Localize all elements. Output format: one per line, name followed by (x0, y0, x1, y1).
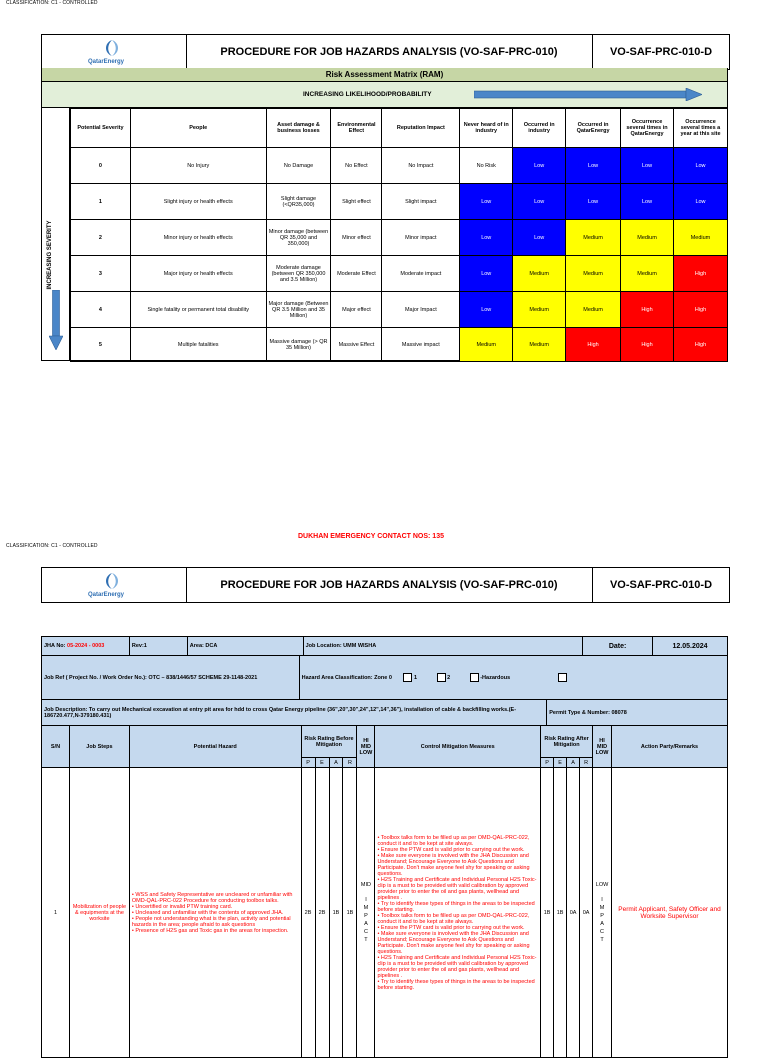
severity-value: 5 (71, 328, 131, 362)
col-environmental: Environmental Effect (331, 109, 382, 148)
reputation-effect: Major Impact (382, 292, 460, 328)
people-effect: No Injury (130, 148, 266, 184)
qatarenergy-logo-icon (96, 572, 128, 592)
col-people: People (130, 109, 266, 148)
control-item: • H2S Training and Certificate and Individual Personal H2S Toxic-clip is a must to be provided with valid calibration by approved provider prior to enter the oil and gas plants, wellhead and pipelines . (377, 876, 537, 901)
risk-before-e: 2B (315, 768, 329, 1058)
control-item: • Ensure the PTW card is valid prior to carrying out the work. (377, 924, 525, 931)
risk-cell: High (673, 328, 727, 362)
col-potential-hazard: Potential Hazard (129, 726, 301, 768)
risk-cell: High (566, 328, 621, 362)
col-occurred-industry: Occurred in industry (513, 109, 566, 148)
ram-row (71, 256, 728, 292)
hazard-item: • Uncertified or invalid PTW training card. (131, 903, 233, 910)
logo-text: QatarEnergy (88, 59, 125, 65)
risk-after-e: 1B (554, 768, 567, 1058)
environmental-effect: Major effect (331, 292, 382, 328)
severity-axis (42, 108, 70, 360)
risk-cell: High (621, 328, 674, 362)
jha-description-row (42, 700, 728, 726)
document-title: PROCEDURE FOR JOB HAZARDS ANALYSIS (VO-SAF-PRC-010) (186, 568, 593, 602)
reputation-effect: Moderate impact (382, 256, 460, 292)
environmental-effect: Minor effect (331, 220, 382, 256)
col-never-heard: Never heard of in industry (460, 109, 513, 148)
risk-cell: Medium (566, 292, 621, 328)
document-header (41, 567, 730, 603)
risk-before-a: 1B (329, 768, 343, 1058)
ram-matrix (41, 108, 728, 361)
likelihood-arrow-icon (474, 88, 702, 101)
risk-cell: Low (460, 256, 513, 292)
risk-after-r: 0A (580, 768, 593, 1058)
control-item: • Ensure the PTW card is valid prior to carrying out the work. (377, 846, 525, 853)
ram-row (71, 292, 728, 328)
risk-cell: Low (513, 148, 566, 184)
jha-ref-row (42, 656, 728, 700)
risk-cell: Medium (460, 328, 513, 362)
risk-cell: Low (673, 148, 727, 184)
hazard-item: • Presence of H2S gas and Toxic gas in the areas for inspection. (131, 927, 289, 934)
risk-cell: No Risk (460, 148, 513, 184)
col-job-steps: Job Steps (69, 726, 129, 768)
risk-before-p: 2B (301, 768, 315, 1058)
ram-row (71, 220, 728, 256)
job-location: Job Location: UMM WISHA (303, 637, 583, 656)
reputation-effect: No Impact (382, 148, 460, 184)
risk-after-a: 0A (567, 768, 580, 1058)
control-item: • Toolbox talks form to be filled up as per OMD-QAL-PRC-022, conduct it and to be kept at site always. (377, 912, 530, 925)
risk-cell: Medium (513, 328, 566, 362)
table-row (42, 768, 728, 1058)
risk-level-after-value: LOW (595, 881, 609, 888)
emergency-contact: DUKHAN EMERGENCY CONTACT NOS: 135 (298, 533, 444, 540)
likelihood-label: INCREASING LIKELIHOOD/PROBABILITY (303, 91, 432, 98)
pear-r: R (343, 758, 357, 768)
document-header (41, 34, 730, 70)
likelihood-banner (41, 82, 728, 108)
col-control-measures: Control Mitigation Measures (375, 726, 541, 768)
environmental-effect: Moderate Effect (331, 256, 382, 292)
jha-steps-table (41, 725, 728, 1058)
jha-ref-table (41, 655, 728, 700)
severity-value: 1 (71, 184, 131, 220)
risk-cell: Medium (513, 292, 566, 328)
ram-table (70, 108, 728, 362)
step-number: 1 (42, 768, 70, 1058)
risk-cell: Medium (673, 220, 727, 256)
people-effect: Minor injury or health effects (130, 220, 266, 256)
reputation-effect: Minor impact (382, 220, 460, 256)
hazard-classification (299, 656, 727, 700)
reputation-effect: Massive impact (382, 328, 460, 362)
jha-info-table (41, 636, 728, 656)
risk-after-p: 1B (541, 768, 554, 1058)
control-item: • Try to identify these types of things in the areas to be inspected before starting. (377, 900, 535, 913)
permit-type: Permit Type & Number: 08078 (547, 700, 728, 726)
jha-number: 05-2024 - 0003 (67, 643, 105, 649)
pear-a: A (567, 758, 580, 768)
col-risk-before: Risk Rating Before Mitigation (301, 726, 357, 758)
hazardous-label: -Hazardous (480, 674, 511, 681)
pear-e: E (315, 758, 329, 768)
control-item: • Try to identify these types of things in the areas to be inspected before starting. (377, 978, 535, 991)
risk-cell: Low (513, 220, 566, 256)
col-action-party: Action Party/Remarks (612, 726, 728, 768)
people-effect: Major injury or health effects (130, 256, 266, 292)
risk-cell: High (673, 292, 727, 328)
risk-cell: Medium (621, 256, 674, 292)
risk-cell: Low (566, 184, 621, 220)
classification-label: CLASSIFICATION: C1 - CONTROLLED (6, 0, 98, 6)
date-value: 12.05.2024 (653, 637, 728, 656)
col-himidlow-after: HI MID LOW (593, 726, 612, 768)
control-measures (375, 768, 541, 1058)
risk-before-r: 1B (343, 768, 357, 1058)
company-logo (42, 568, 187, 602)
qatarenergy-logo-icon (96, 39, 128, 59)
risk-cell: Medium (513, 256, 566, 292)
col-several-qe: Occurrence several times in QatarEnergy (621, 109, 674, 148)
risk-cell: Low (513, 184, 566, 220)
control-item: • Toolbox talks form to be filled up as per OMD-QAL-PRC-022, conduct it and to be kept at site always. (377, 834, 530, 847)
ram-row (71, 148, 728, 184)
risk-cell: High (673, 256, 727, 292)
impact-vertical-label: IMPACT (363, 896, 369, 943)
logo-text: QatarEnergy (88, 592, 125, 598)
risk-level-before (357, 768, 375, 1058)
asset-effect: Slight damage (<QR35,000) (266, 184, 331, 220)
col-potential-severity: Potential Severity (71, 109, 131, 148)
zone-1-checkbox[interactable] (437, 673, 446, 682)
date-label: Date: (583, 637, 653, 656)
asset-effect: Moderate damage (between QR 350,000 and 3.5 Million) (266, 256, 331, 292)
jha-number-label: JHA No: (44, 643, 66, 649)
document-code: VO-SAF-PRC-010-D (609, 46, 713, 58)
control-item: • Make sure everyone is involved with the JHA Discussion and Understand; Encourage Everyone to Ask Questions and Participate. Don't make anyone feel shy for speaking or asking questions. (377, 930, 530, 955)
pear-a: A (329, 758, 343, 768)
environmental-effect: No Effect (331, 148, 382, 184)
jha-number-cell (42, 637, 130, 656)
document-code: VO-SAF-PRC-010-D (609, 579, 713, 591)
revision: Rev:1 (129, 637, 187, 656)
hazardous-checkbox[interactable] (558, 673, 567, 682)
area: Area: DCA (187, 637, 303, 656)
people-effect: Multiple fatalities (130, 328, 266, 362)
risk-cell: Low (621, 148, 674, 184)
risk-cell: Low (460, 292, 513, 328)
severity-value: 0 (71, 148, 131, 184)
document-title: PROCEDURE FOR JOB HAZARDS ANALYSIS (VO-SAF-PRC-010) (186, 35, 593, 69)
risk-level-before-value: MID (360, 881, 371, 888)
jha-info-row (42, 637, 728, 656)
pear-r: R (580, 758, 593, 768)
ram-header-row (71, 109, 728, 148)
risk-cell: Medium (621, 220, 674, 256)
action-party: Permit Applicant, Safety Officer and Worksite Supervisor (612, 768, 728, 1058)
control-item: • Make sure everyone is involved with the JHA Discussion and Understand; Encourage Everyone to Ask Questions and Participate. Don't make anyone feel shy for speaking or asking questions. (377, 852, 530, 877)
col-several-site: Occurrence several times a year at this site (673, 109, 727, 148)
people-effect: Slight injury or health effects (130, 184, 266, 220)
control-item: • H2S Training and Certificate and Individual Personal H2S Toxic-clip is a must to be provided with valid calibration by approved provider prior to enter the oil and gas plants, wellhead and pipelines . (377, 954, 537, 979)
risk-cell: Low (621, 184, 674, 220)
job-description: Job Description: To carry out Mechanical excavation at entry pit area for hdd to cross Qatar Energy pipeline (36",20",30",24",12",14",36"), installation of cable & backfilling works.(E-186720.477,N-379180.431) (42, 700, 547, 726)
risk-level-after (593, 768, 612, 1058)
zone-2-checkbox[interactable] (470, 673, 479, 682)
jha-description-table (41, 699, 728, 726)
asset-effect: No Damage (266, 148, 331, 184)
hazard-item: • People not understanding what is the plan, activity and potential hazards in the area; people afraid to ask questions (131, 915, 291, 928)
risk-cell: Low (673, 184, 727, 220)
risk-cell: Low (460, 220, 513, 256)
col-himidlow-before: HI MID LOW (357, 726, 375, 768)
risk-cell: Medium (566, 256, 621, 292)
hazard-item: • Uncleared and unfamiliar with the contents of approved JHA. (131, 909, 284, 916)
severity-value: 2 (71, 220, 131, 256)
ram-title: Risk Assessment Matrix (RAM) (41, 68, 728, 82)
asset-effect: Minor damage (between QR 35,000 and 350,000) (266, 220, 331, 256)
severity-value: 4 (71, 292, 131, 328)
environmental-effect: Slight effect (331, 184, 382, 220)
severity-label: INCREASING SEVERITY (47, 220, 53, 290)
col-risk-after: Risk Rating After Mitigation (541, 726, 593, 758)
col-reputation: Reputation Impact (382, 109, 460, 148)
col-sn: S/N (42, 726, 70, 768)
potential-hazards (129, 768, 301, 1058)
zone-0-checkbox[interactable] (403, 673, 412, 682)
reputation-effect: Slight impact (382, 184, 460, 220)
hazard-item: • WSS and Safety Representative are uncleared or unfamiliar with OMD-QAL-PRC-022 Procedure for conducting toolbox talks. (131, 891, 293, 904)
col-asset: Asset damage & business losses (266, 109, 331, 148)
jha-header-row (42, 726, 728, 758)
risk-cell: Low (566, 148, 621, 184)
zone-1-label: 1 (413, 674, 418, 681)
col-occurred-qe: Occurred in QatarEnergy (566, 109, 621, 148)
risk-cell: Low (460, 184, 513, 220)
pear-p: P (541, 758, 554, 768)
people-effect: Single fatality or permanent total disability (130, 292, 266, 328)
severity-value: 3 (71, 256, 131, 292)
ram-row (71, 184, 728, 220)
pear-p: P (301, 758, 315, 768)
risk-cell: Medium (566, 220, 621, 256)
environmental-effect: Massive Effect (331, 328, 382, 362)
company-logo (42, 35, 187, 69)
zone-2-label: 2 (447, 674, 451, 681)
job-step: Mobilization of people & equipments at the worksite (69, 768, 129, 1058)
hazard-classification-label: Hazard Area Classification: Zone 0 (301, 674, 392, 681)
ram-row (71, 328, 728, 362)
asset-effect: Major damage (Between QR 3.5 Million and 35 Million) (266, 292, 331, 328)
impact-vertical-label: IMPACT (599, 896, 605, 943)
risk-cell: High (621, 292, 674, 328)
pear-e: E (554, 758, 567, 768)
severity-arrow-icon (49, 290, 63, 350)
classification-label: CLASSIFICATION: C1 - CONTROLLED (6, 543, 98, 549)
job-reference: Job Ref ( Project No. / Work Order No.): OTC – 838/1446/57 SCHEME 29-1148-2021 (42, 656, 300, 700)
asset-effect: Massive damage (> QR 35 Million) (266, 328, 331, 362)
